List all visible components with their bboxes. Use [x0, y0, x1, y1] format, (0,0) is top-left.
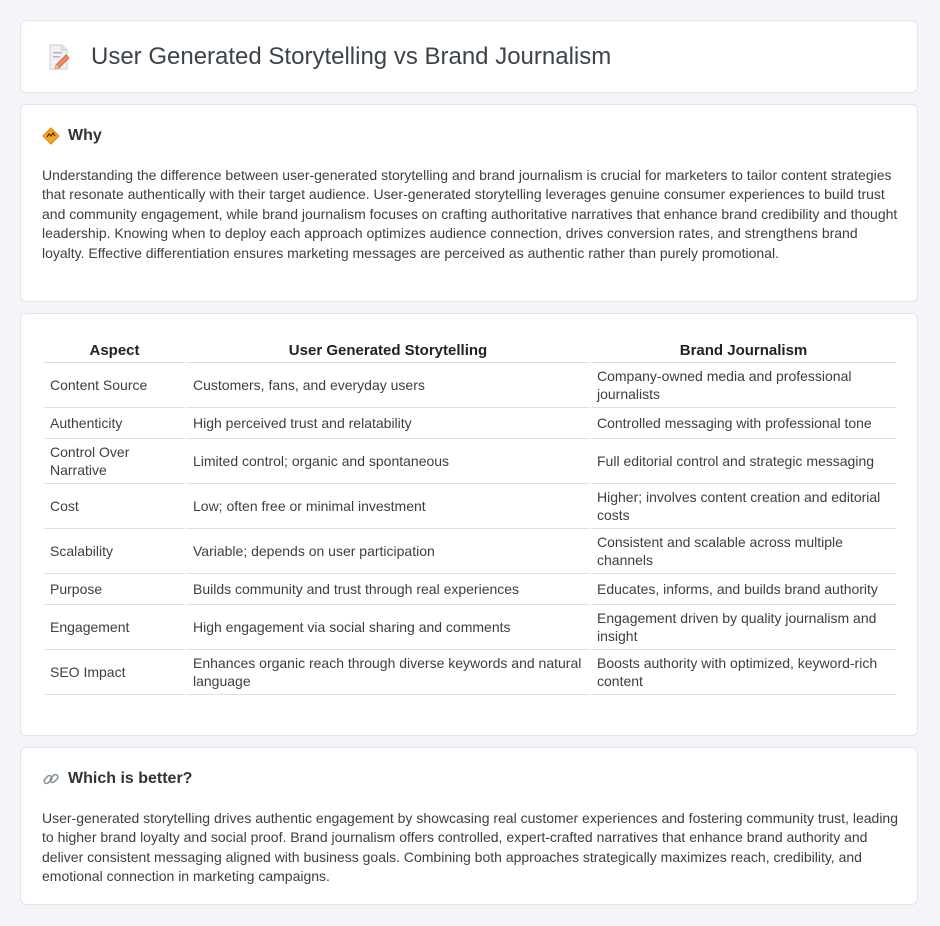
which-is-better-section — [20, 747, 918, 905]
table-row — [44, 529, 896, 574]
document-pencil-icon — [47, 43, 71, 71]
table-cell: Engagement — [44, 605, 185, 650]
table-row — [44, 605, 896, 650]
table-cell: Low; often free or minimal investment — [187, 484, 589, 529]
table-cell: Limited control; organic and spontaneous — [187, 439, 589, 484]
table-cell: Higher; involves content creation and editorial costs — [591, 484, 896, 529]
table-cell: Engagement driven by quality journalism and insight — [591, 605, 896, 650]
table-cell: Enhances organic reach through diverse keywords and natural language — [187, 650, 589, 695]
page-title: User Generated Storytelling vs Brand Journalism — [91, 43, 612, 70]
table-row — [44, 363, 896, 408]
table-cell: Control Over Narrative — [44, 439, 185, 484]
table-cell: Educates, informs, and builds brand authority — [591, 574, 896, 605]
table-row — [44, 484, 896, 529]
table-cell: Builds community and trust through real experiences — [187, 574, 589, 605]
table-cell: Variable; depends on user participation — [187, 529, 589, 574]
diamond-sign-icon — [42, 127, 60, 145]
column-header-aspect: Aspect — [44, 334, 185, 363]
column-header-user-generated: User Generated Storytelling — [187, 334, 589, 363]
table-row — [44, 408, 896, 439]
table-cell: Content Source — [44, 363, 185, 408]
table-cell: Authenticity — [44, 408, 185, 439]
table-cell: Customers, fans, and everyday users — [187, 363, 589, 408]
table-cell: Full editorial control and strategic messaging — [591, 439, 896, 484]
table-cell: SEO Impact — [44, 650, 185, 695]
comparison-table-card — [20, 313, 918, 736]
table-row — [44, 439, 896, 484]
table-cell: Boosts authority with optimized, keyword-rich content — [591, 650, 896, 695]
table-row — [44, 650, 896, 695]
why-text: Understanding the difference between user-generated storytelling and brand journalism is crucial for marketers to tailor content strategies that resonate authentically with their target audience. User-generated storytelling leverages genuine consumer experiences to build trust and community engagement, while brand journalism focuses on crafting authoritative narratives that enhance brand credibility and thought leadership. Knowing when to deploy each approach optimizes audience connection, drives conversion rates, and strengthens brand loyalty. Effective differentiation ensures marketing messages are perceived as authentic rather than purely promotional. — [42, 167, 898, 261]
why-title: Why — [68, 127, 102, 144]
table-cell: Purpose — [44, 574, 185, 605]
which-is-better-title: Which is better? — [68, 770, 193, 787]
table-cell: Controlled messaging with professional tone — [591, 408, 896, 439]
table-cell: Company-owned media and professional journalists — [591, 363, 896, 408]
table-header-row — [44, 334, 896, 363]
which-is-better-text: User-generated storytelling drives authentic engagement by showcasing real customer experiences and fostering community trust, leading to higher brand loyalty and social proof. Brand journalism offers controlled, expert-crafted narratives that enhance brand authority and deliver consistent messaging aligned with business goals. Combining both approaches strategically maximizes reach, credibility, and emotional connection in marketing campaigns. — [42, 810, 899, 885]
table-cell: Scalability — [44, 529, 185, 574]
column-header-brand-journalism: Brand Journalism — [591, 334, 896, 363]
header-card — [20, 20, 918, 93]
table-row — [44, 574, 896, 605]
why-section — [20, 104, 918, 302]
table-cell: Cost — [44, 484, 185, 529]
table-cell: High perceived trust and relatability — [187, 408, 589, 439]
comparison-table — [42, 334, 898, 695]
table-cell: High engagement via social sharing and comments — [187, 605, 589, 650]
table-cell: Consistent and scalable across multiple channels — [591, 529, 896, 574]
link-icon — [42, 770, 60, 788]
